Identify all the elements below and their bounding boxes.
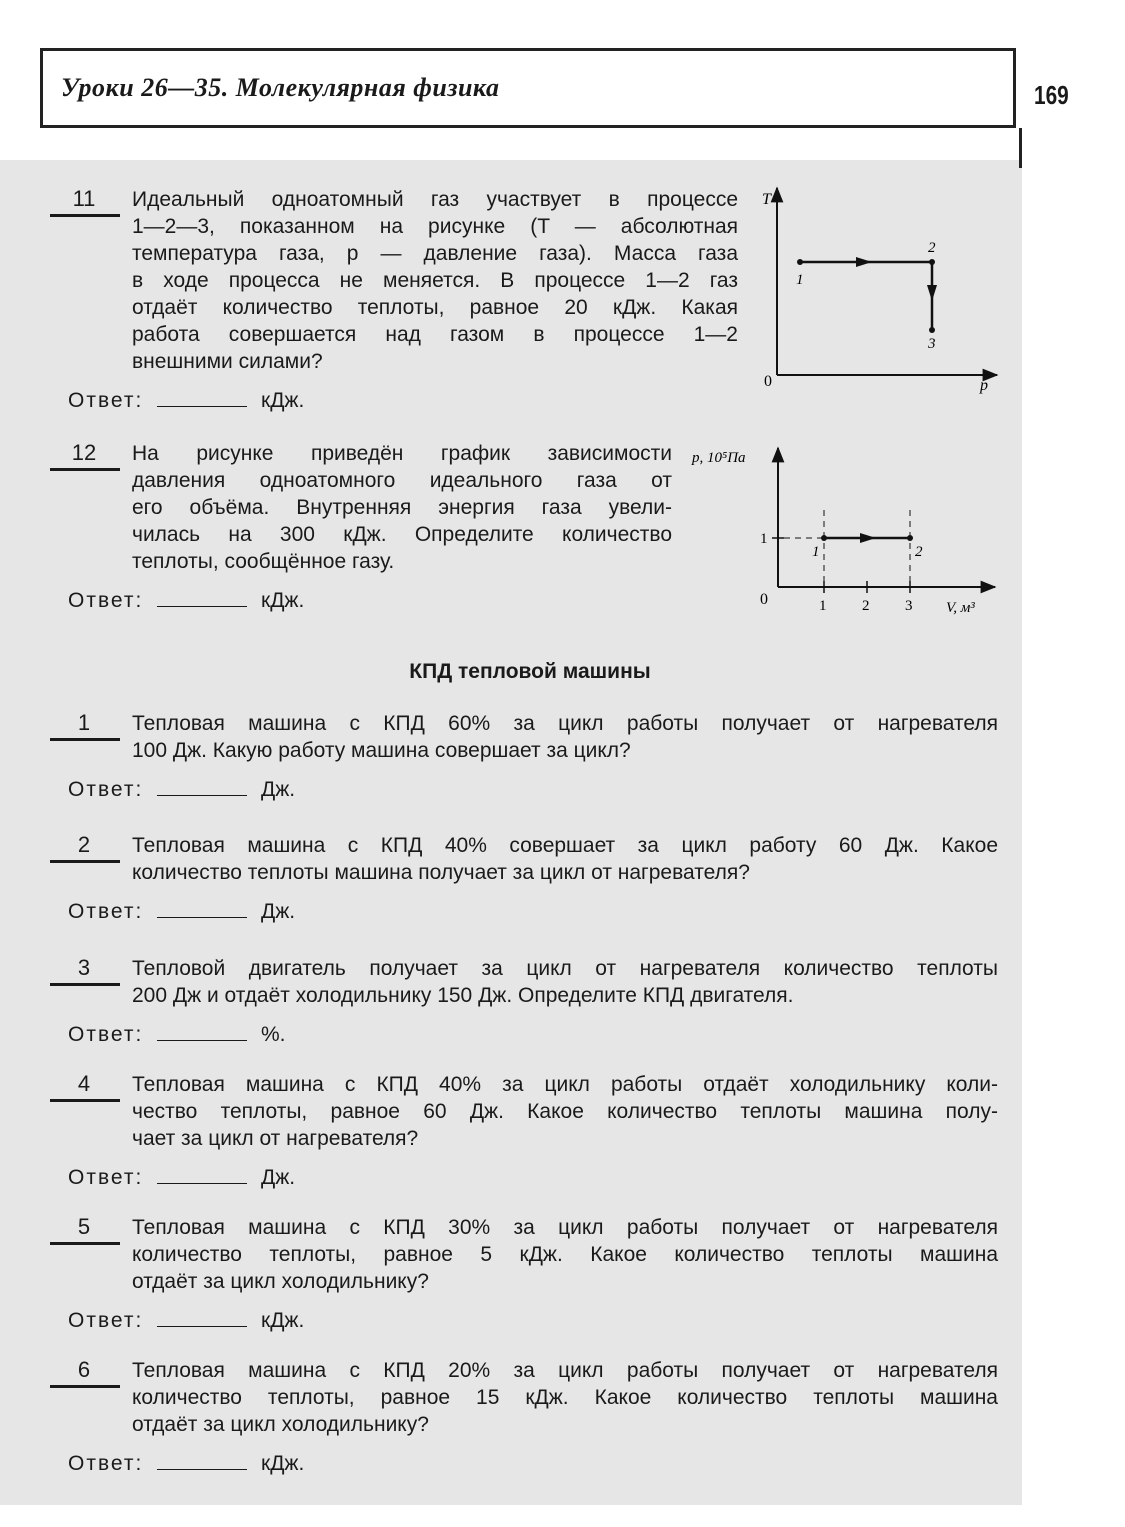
point-2 bbox=[929, 259, 935, 265]
chapter-title: Уроки 26—35. Молекулярная физика bbox=[61, 73, 500, 102]
task-number-underline bbox=[50, 860, 120, 863]
point-3 bbox=[929, 327, 935, 333]
section-heading: КПД тепловой машины bbox=[409, 660, 651, 683]
text-line: теплоты, сообщённое газу. bbox=[132, 550, 395, 573]
point-label-3: 3 bbox=[928, 336, 936, 352]
text-line: 100 Дж. Какую работу машина совершает за цикл? bbox=[132, 739, 631, 762]
point-1 bbox=[821, 535, 827, 541]
answer-label: Ответ: bbox=[68, 1166, 144, 1189]
point-1 bbox=[797, 259, 803, 265]
text-line: отдаёт за цикл холодильнику? bbox=[132, 1270, 429, 1293]
text-line: отдаёт за цикл холодильнику? bbox=[132, 1413, 429, 1436]
task-number: 3 bbox=[77, 955, 91, 980]
answer-row bbox=[68, 1022, 286, 1047]
task-text bbox=[132, 710, 998, 764]
task-number-underline bbox=[50, 983, 120, 986]
task-number: 11 bbox=[72, 186, 96, 211]
figure-pv-graph bbox=[690, 440, 1010, 625]
task-text bbox=[132, 186, 738, 375]
answer-unit: кДж. bbox=[261, 1309, 305, 1332]
task-number: 6 bbox=[77, 1357, 91, 1382]
answer-unit: Дж. bbox=[261, 900, 296, 923]
y-axis-label: T bbox=[762, 191, 771, 208]
answer-blank[interactable] bbox=[157, 388, 247, 407]
answer-label: Ответ: bbox=[68, 1309, 144, 1332]
text-line: внешними силами? bbox=[132, 350, 323, 373]
text-line: его объёма. Внутренняя энергия газа увели- bbox=[132, 496, 672, 519]
text-line: чество теплоты, равное 60 Дж. Какое количество теплоты машина полу- bbox=[132, 1100, 998, 1123]
answer-row bbox=[68, 777, 295, 802]
figure-tp-graph bbox=[752, 180, 1012, 395]
answer-row bbox=[68, 899, 295, 924]
answer-unit: Дж. bbox=[261, 1166, 296, 1189]
text-line: давления одноатомного идеального газа от bbox=[132, 469, 672, 492]
task-text bbox=[132, 440, 672, 575]
task-number-underline bbox=[50, 214, 120, 217]
task-number-underline bbox=[50, 1385, 120, 1388]
point-label-2: 2 bbox=[928, 240, 936, 256]
x-tick-label-3: 3 bbox=[905, 598, 913, 614]
answer-blank[interactable] bbox=[157, 1165, 247, 1184]
answer-blank[interactable] bbox=[157, 777, 247, 796]
answer-row bbox=[68, 1165, 295, 1190]
text-line: температура газа, p — давление газа). Масса газа bbox=[132, 242, 738, 265]
point-label-1: 1 bbox=[796, 272, 804, 288]
answer-blank[interactable] bbox=[157, 588, 247, 607]
y-axis-label: p, 10⁵Па bbox=[692, 450, 746, 466]
answer-label: Ответ: bbox=[68, 1452, 144, 1475]
arrow-1-2 bbox=[856, 257, 872, 267]
arrow-2-3 bbox=[927, 285, 937, 301]
answer-label: Ответ: bbox=[68, 900, 144, 923]
task-text bbox=[132, 1071, 998, 1152]
x-tick-label-2: 2 bbox=[862, 598, 870, 614]
origin-label: 0 bbox=[764, 373, 772, 390]
answer-blank[interactable] bbox=[157, 1308, 247, 1327]
text-line: Тепловая машина с КПД 30% за цикл работы получает от нагревателя bbox=[132, 1216, 998, 1239]
task-text bbox=[132, 1214, 998, 1295]
origin-label: 0 bbox=[760, 591, 768, 608]
point-label-1: 1 bbox=[812, 544, 820, 560]
text-line: На рисунке приведён график зависимости bbox=[132, 442, 672, 465]
x-tick-label-1: 1 bbox=[819, 598, 827, 614]
text-line: 200 Дж и отдаёт холодильнику 150 Дж. Определите КПД двигателя. bbox=[132, 984, 794, 1007]
answer-blank[interactable] bbox=[157, 1451, 247, 1470]
page-number: 169 bbox=[1034, 80, 1069, 110]
answer-label: Ответ: bbox=[68, 589, 144, 612]
task-text bbox=[132, 955, 998, 1009]
text-line: чает за цикл от нагревателя? bbox=[132, 1127, 419, 1150]
task-text bbox=[132, 1357, 998, 1438]
point-2 bbox=[907, 535, 913, 541]
y-tick-label-1: 1 bbox=[760, 531, 768, 547]
task-number-underline bbox=[50, 1242, 120, 1245]
text-line: Тепловая машина с КПД 20% за цикл работы получает от нагревателя bbox=[132, 1359, 998, 1382]
answer-unit: Дж. bbox=[261, 778, 296, 801]
answer-row bbox=[68, 588, 304, 613]
point-label-2: 2 bbox=[915, 544, 923, 560]
answer-unit: %. bbox=[261, 1023, 286, 1046]
text-line: Тепловая машина с КПД 60% за цикл работы получает от нагревателя bbox=[132, 712, 998, 735]
task-number: 1 bbox=[77, 710, 91, 735]
x-axis-label: p bbox=[980, 377, 988, 394]
task-number: 4 bbox=[77, 1071, 91, 1096]
answer-row bbox=[68, 1308, 304, 1333]
task-number: 2 bbox=[77, 832, 91, 857]
text-line: Тепловой двигатель получает за цикл от нагревателя количество теплоты bbox=[132, 957, 998, 980]
text-line: чилась на 300 кДж. Определите количество bbox=[132, 523, 672, 546]
answer-unit: кДж. bbox=[261, 1452, 305, 1475]
task-number-underline bbox=[50, 468, 120, 471]
answer-row bbox=[68, 1451, 304, 1476]
text-line: Тепловая машина с КПД 40% совершает за цикл работу 60 Дж. Какое bbox=[132, 834, 998, 857]
task-text bbox=[132, 832, 998, 886]
answer-label: Ответ: bbox=[68, 1023, 144, 1046]
text-line: отдаёт количество теплоты, равное 20 кДж. Какая bbox=[132, 296, 738, 319]
answer-blank[interactable] bbox=[157, 1022, 247, 1041]
answer-label: Ответ: bbox=[68, 778, 144, 801]
task-number: 5 bbox=[77, 1214, 91, 1239]
text-line: 1—2—3, показанном на рисунке (T — абсолютная bbox=[132, 215, 738, 238]
text-line: количество теплоты машина получает за цикл от нагревателя? bbox=[132, 861, 750, 884]
answer-unit: кДж. bbox=[261, 389, 305, 412]
text-line: работа совершается над газом в процессе 1—2 bbox=[132, 323, 738, 346]
answer-row bbox=[68, 388, 304, 413]
chapter-header bbox=[40, 48, 1016, 128]
text-line: количество теплоты, равное 5 кДж. Какое количество теплоты машина bbox=[132, 1243, 998, 1266]
text-line: Идеальный одноатомный газ участвует в процессе bbox=[132, 188, 738, 211]
text-line: Тепловая машина с КПД 40% за цикл работы отдаёт холодильнику коли- bbox=[132, 1073, 998, 1096]
task-number: 12 bbox=[71, 440, 97, 465]
text-line: количество теплоты, равное 15 кДж. Какое количество теплоты машина bbox=[132, 1386, 998, 1409]
arrow-1-2 bbox=[860, 533, 876, 543]
task-number-underline bbox=[50, 738, 120, 741]
task-number-underline bbox=[50, 1099, 120, 1102]
answer-unit: кДж. bbox=[261, 589, 305, 612]
x-axis-label: V, м³ bbox=[946, 600, 975, 616]
text-line: в ходе процесса не меняется. В процессе 1—2 газ bbox=[132, 269, 738, 292]
answer-label: Ответ: bbox=[68, 389, 144, 412]
answer-blank[interactable] bbox=[157, 899, 247, 918]
